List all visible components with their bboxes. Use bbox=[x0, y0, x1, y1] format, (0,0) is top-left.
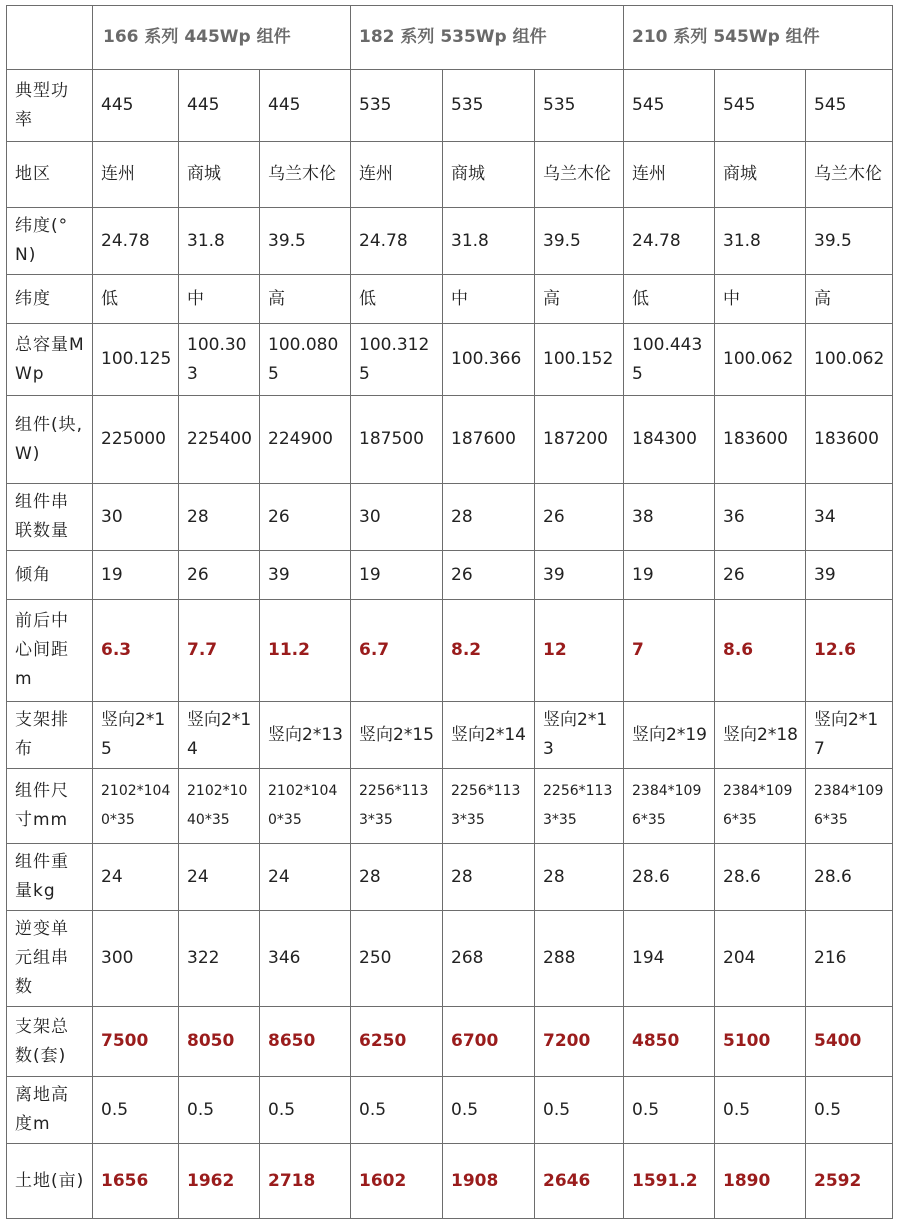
table-cell: 5100 bbox=[715, 1007, 806, 1077]
table-cell: 1591.2 bbox=[624, 1144, 715, 1219]
table-cell: 1656 bbox=[93, 1144, 179, 1219]
table-cell: 100.125 bbox=[93, 324, 179, 396]
table-cell: 28 bbox=[443, 484, 535, 551]
table-cell: 30 bbox=[93, 484, 179, 551]
table-cell: 24.78 bbox=[351, 208, 443, 275]
table-cell: 26 bbox=[535, 484, 624, 551]
table-cell: 乌兰木伦 bbox=[535, 142, 624, 208]
table-cell: 低 bbox=[93, 275, 179, 324]
table-cell: 322 bbox=[179, 911, 260, 1007]
table-cell: 183600 bbox=[806, 396, 893, 484]
table-cell: 28 bbox=[179, 484, 260, 551]
table-cell: 7 bbox=[624, 600, 715, 702]
table-row bbox=[7, 208, 893, 275]
row-label: 支架总数(套) bbox=[7, 1007, 93, 1077]
table-row bbox=[7, 1144, 893, 1219]
table-cell: 28.6 bbox=[806, 844, 893, 911]
table-cell: 高 bbox=[806, 275, 893, 324]
table-cell: 6.3 bbox=[93, 600, 179, 702]
table-cell: 2384*1096*35 bbox=[624, 769, 715, 844]
table-cell: 1890 bbox=[715, 1144, 806, 1219]
table-cell: 19 bbox=[351, 551, 443, 600]
table-cell: 268 bbox=[443, 911, 535, 1007]
table-cell: 8.6 bbox=[715, 600, 806, 702]
table-row bbox=[7, 70, 893, 142]
table-cell: 商城 bbox=[443, 142, 535, 208]
table-cell: 26 bbox=[260, 484, 351, 551]
table-cell: 28 bbox=[535, 844, 624, 911]
table-cell: 24 bbox=[93, 844, 179, 911]
table-cell: 商城 bbox=[715, 142, 806, 208]
table-cell: 乌兰木伦 bbox=[260, 142, 351, 208]
table-cell: 竖向2*13 bbox=[260, 702, 351, 769]
table-cell: 1908 bbox=[443, 1144, 535, 1219]
table-cell: 商城 bbox=[179, 142, 260, 208]
table-cell: 连州 bbox=[624, 142, 715, 208]
row-label: 纬度(°N) bbox=[7, 208, 93, 275]
table-cell: 乌兰木伦 bbox=[806, 142, 893, 208]
table-cell: 187500 bbox=[351, 396, 443, 484]
table-cell: 1962 bbox=[179, 1144, 260, 1219]
table-cell: 187200 bbox=[535, 396, 624, 484]
table-cell: 高 bbox=[535, 275, 624, 324]
table-cell: 中 bbox=[715, 275, 806, 324]
table-cell: 216 bbox=[806, 911, 893, 1007]
table-cell: 中 bbox=[179, 275, 260, 324]
corner-cell bbox=[7, 6, 93, 70]
table-cell: 187600 bbox=[443, 396, 535, 484]
row-label: 纬度 bbox=[7, 275, 93, 324]
table-cell: 225400 bbox=[179, 396, 260, 484]
table-cell: 300 bbox=[93, 911, 179, 1007]
table-cell: 0.5 bbox=[715, 1077, 806, 1144]
table-cell: 2256*1133*35 bbox=[351, 769, 443, 844]
table-cell: 2256*1133*35 bbox=[535, 769, 624, 844]
table-cell: 183600 bbox=[715, 396, 806, 484]
row-label: 支架排布 bbox=[7, 702, 93, 769]
table-cell: 低 bbox=[351, 275, 443, 324]
row-label: 组件(块,W) bbox=[7, 396, 93, 484]
table-row bbox=[7, 551, 893, 600]
group-header-182: 182 系列 535Wp 组件 bbox=[351, 6, 624, 70]
table-cell: 24 bbox=[179, 844, 260, 911]
table-cell: 288 bbox=[535, 911, 624, 1007]
table-cell: 100.062 bbox=[806, 324, 893, 396]
table-cell: 0.5 bbox=[260, 1077, 351, 1144]
table-cell: 2384*1096*35 bbox=[806, 769, 893, 844]
table-row bbox=[7, 1077, 893, 1144]
table-cell: 31.8 bbox=[443, 208, 535, 275]
table-row bbox=[7, 702, 893, 769]
table-cell: 445 bbox=[93, 70, 179, 142]
table-cell: 12 bbox=[535, 600, 624, 702]
table-cell: 535 bbox=[535, 70, 624, 142]
table-row bbox=[7, 275, 893, 324]
table-cell: 4850 bbox=[624, 1007, 715, 1077]
table-row bbox=[7, 769, 893, 844]
row-label: 典型功率 bbox=[7, 70, 93, 142]
table-cell: 竖向2*15 bbox=[351, 702, 443, 769]
table-cell: 0.5 bbox=[179, 1077, 260, 1144]
table-cell: 100.062 bbox=[715, 324, 806, 396]
table-body bbox=[7, 70, 893, 1219]
table-cell: 34 bbox=[806, 484, 893, 551]
row-label: 总容量MWp bbox=[7, 324, 93, 396]
table-cell: 39 bbox=[806, 551, 893, 600]
table-cell: 竖向2*17 bbox=[806, 702, 893, 769]
table-row bbox=[7, 1007, 893, 1077]
table-cell: 8650 bbox=[260, 1007, 351, 1077]
table-cell: 竖向2*13 bbox=[535, 702, 624, 769]
table-cell: 2256*1133*35 bbox=[443, 769, 535, 844]
table-cell: 8050 bbox=[179, 1007, 260, 1077]
table-cell: 28 bbox=[351, 844, 443, 911]
row-label: 组件尺寸mm bbox=[7, 769, 93, 844]
table-cell: 26 bbox=[443, 551, 535, 600]
table-cell: 竖向2*18 bbox=[715, 702, 806, 769]
table-cell: 8.2 bbox=[443, 600, 535, 702]
table-row bbox=[7, 484, 893, 551]
table-row bbox=[7, 396, 893, 484]
table-cell: 7500 bbox=[93, 1007, 179, 1077]
table-cell: 0.5 bbox=[351, 1077, 443, 1144]
table-cell: 2718 bbox=[260, 1144, 351, 1219]
table-cell: 高 bbox=[260, 275, 351, 324]
table-cell: 12.6 bbox=[806, 600, 893, 702]
table-cell: 0.5 bbox=[624, 1077, 715, 1144]
header-row bbox=[7, 6, 893, 70]
table-cell: 26 bbox=[715, 551, 806, 600]
table-cell: 36 bbox=[715, 484, 806, 551]
table-cell: 28 bbox=[443, 844, 535, 911]
table-cell: 28.6 bbox=[624, 844, 715, 911]
table-cell: 26 bbox=[179, 551, 260, 600]
table-cell: 竖向2*19 bbox=[624, 702, 715, 769]
table-cell: 24.78 bbox=[93, 208, 179, 275]
table-cell: 0.5 bbox=[806, 1077, 893, 1144]
table-cell: 184300 bbox=[624, 396, 715, 484]
row-label: 逆变单元组串数 bbox=[7, 911, 93, 1007]
table-cell: 545 bbox=[715, 70, 806, 142]
table-cell: 低 bbox=[624, 275, 715, 324]
table-cell: 31.8 bbox=[715, 208, 806, 275]
table-cell: 0.5 bbox=[535, 1077, 624, 1144]
table-cell: 100.3125 bbox=[351, 324, 443, 396]
table-cell: 535 bbox=[443, 70, 535, 142]
table-cell: 39 bbox=[260, 551, 351, 600]
table-cell: 24 bbox=[260, 844, 351, 911]
table-cell: 31.8 bbox=[179, 208, 260, 275]
table-cell: 7.7 bbox=[179, 600, 260, 702]
row-label: 地区 bbox=[7, 142, 93, 208]
table-cell: 100.4435 bbox=[624, 324, 715, 396]
table-cell: 100.303 bbox=[179, 324, 260, 396]
table-cell: 竖向2*15 bbox=[93, 702, 179, 769]
row-label: 倾角 bbox=[7, 551, 93, 600]
table-cell: 39.5 bbox=[260, 208, 351, 275]
table-cell: 2102*1040*35 bbox=[260, 769, 351, 844]
table-row bbox=[7, 600, 893, 702]
table-cell: 250 bbox=[351, 911, 443, 1007]
table-row bbox=[7, 142, 893, 208]
group-header-210: 210 系列 545Wp 组件 bbox=[624, 6, 893, 70]
table-cell: 2102*1040*35 bbox=[179, 769, 260, 844]
table-cell: 225000 bbox=[93, 396, 179, 484]
table-cell: 445 bbox=[179, 70, 260, 142]
table-cell: 2102*1040*35 bbox=[93, 769, 179, 844]
table-cell: 346 bbox=[260, 911, 351, 1007]
table-row bbox=[7, 911, 893, 1007]
table-cell: 19 bbox=[624, 551, 715, 600]
table-cell: 194 bbox=[624, 911, 715, 1007]
row-label: 前后中心间距m bbox=[7, 600, 93, 702]
table-cell: 204 bbox=[715, 911, 806, 1007]
table-cell: 0.5 bbox=[93, 1077, 179, 1144]
table-cell: 545 bbox=[806, 70, 893, 142]
table-cell: 中 bbox=[443, 275, 535, 324]
table-cell: 535 bbox=[351, 70, 443, 142]
group-header-166: 166 系列 445Wp 组件 bbox=[93, 6, 351, 70]
table-cell: 38 bbox=[624, 484, 715, 551]
row-label: 土地(亩) bbox=[7, 1144, 93, 1219]
table-cell: 30 bbox=[351, 484, 443, 551]
spec-table bbox=[6, 5, 893, 1219]
table-cell: 6.7 bbox=[351, 600, 443, 702]
row-label: 离地高度m bbox=[7, 1077, 93, 1144]
table-cell: 224900 bbox=[260, 396, 351, 484]
table-cell: 5400 bbox=[806, 1007, 893, 1077]
table-cell: 28.6 bbox=[715, 844, 806, 911]
table-cell: 39 bbox=[535, 551, 624, 600]
table-cell: 2646 bbox=[535, 1144, 624, 1219]
table-cell: 2384*1096*35 bbox=[715, 769, 806, 844]
row-label: 组件串联数量 bbox=[7, 484, 93, 551]
table-cell: 445 bbox=[260, 70, 351, 142]
table-cell: 19 bbox=[93, 551, 179, 600]
table-cell: 100.0805 bbox=[260, 324, 351, 396]
table-cell: 2592 bbox=[806, 1144, 893, 1219]
row-label: 组件重量kg bbox=[7, 844, 93, 911]
table-row bbox=[7, 324, 893, 396]
table-cell: 1602 bbox=[351, 1144, 443, 1219]
table-cell: 545 bbox=[624, 70, 715, 142]
table-cell: 39.5 bbox=[535, 208, 624, 275]
table-cell: 连州 bbox=[351, 142, 443, 208]
table-cell: 竖向2*14 bbox=[443, 702, 535, 769]
table-cell: 100.152 bbox=[535, 324, 624, 396]
table-cell: 11.2 bbox=[260, 600, 351, 702]
table-cell: 竖向2*14 bbox=[179, 702, 260, 769]
table-cell: 6250 bbox=[351, 1007, 443, 1077]
table-row bbox=[7, 844, 893, 911]
table-cell: 7200 bbox=[535, 1007, 624, 1077]
table-cell: 连州 bbox=[93, 142, 179, 208]
table-cell: 100.366 bbox=[443, 324, 535, 396]
table-cell: 39.5 bbox=[806, 208, 893, 275]
table-cell: 24.78 bbox=[624, 208, 715, 275]
table-cell: 6700 bbox=[443, 1007, 535, 1077]
table-cell: 0.5 bbox=[443, 1077, 535, 1144]
